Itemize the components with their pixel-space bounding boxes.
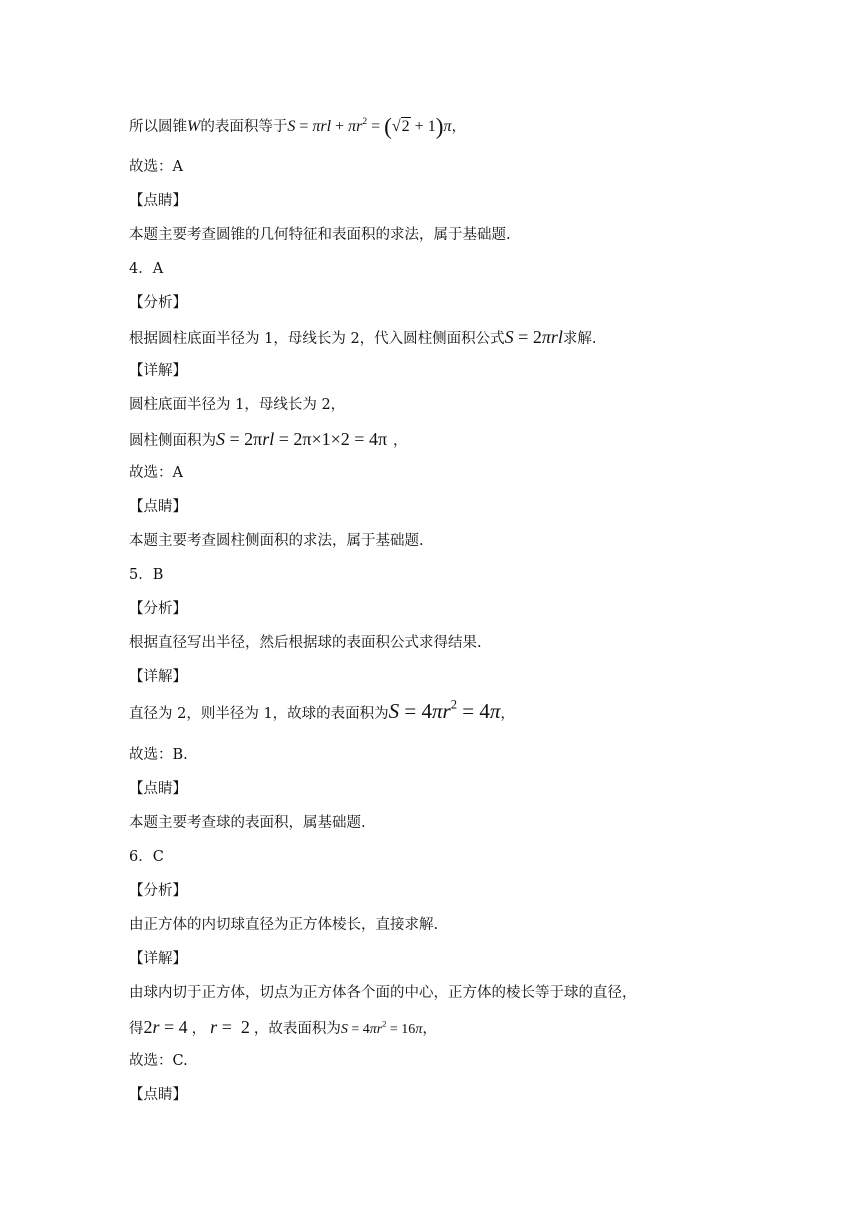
- text: 直径为 2，则半径为 1，故球的表面积为: [129, 706, 389, 722]
- text: ，: [451, 119, 466, 136]
- text: ，: [191, 1021, 207, 1037]
- text: ，: [422, 1021, 437, 1037]
- text-line: 故选：C.: [129, 1053, 188, 1069]
- section-heading: 【分析】: [129, 601, 187, 617]
- section-heading: 【分析】: [129, 295, 187, 311]
- text-line: [129, 697, 515, 725]
- text: 求解.: [562, 331, 597, 347]
- formula: 2r = 4: [143, 1017, 188, 1037]
- formula: S = 2πrl = 2π×1×2 = 4π: [216, 429, 388, 449]
- text-line: 故选：B.: [129, 747, 188, 763]
- text: 圆柱侧面积为: [129, 433, 216, 449]
- text: 所以圆锥: [129, 119, 187, 136]
- section-heading: 【点睛】: [129, 781, 187, 797]
- text: ，: [500, 706, 515, 722]
- question-answer: 4．A: [129, 261, 164, 277]
- formula: r = 2: [210, 1017, 250, 1037]
- text: ，故表面积为: [253, 1021, 341, 1037]
- math-var: W: [187, 118, 201, 136]
- section-heading: 【点睛】: [129, 1087, 187, 1103]
- text: 根据圆柱底面半径为 1，母线长为 2，代入圆柱侧面积公式: [129, 331, 505, 347]
- formula: S = 2πrl: [504, 327, 563, 347]
- text-line: [129, 1016, 437, 1041]
- text-line: 根据直径写出半径，然后根据球的表面积公式求得结果.: [129, 635, 482, 651]
- section-heading: 【点睛】: [129, 499, 187, 515]
- section-heading: 【详解】: [129, 669, 187, 685]
- section-heading: 【详解】: [129, 951, 187, 967]
- text-line: 本题主要考查圆锥的几何特征和表面积的求法，属于基础题.: [129, 227, 511, 243]
- text-line: [129, 428, 408, 452]
- text-line: [129, 116, 466, 138]
- section-heading: 【分析】: [129, 883, 187, 899]
- text: ，: [393, 433, 408, 449]
- text-line: 故选：A: [129, 465, 183, 481]
- text-line: 圆柱底面半径为 1，母线长为 2，: [129, 397, 346, 413]
- formula: $S = \pi rl + \pi r^2 = (√2 + 1)\pi$: [287, 114, 452, 140]
- text-line: 由球内切于正方体，切点为正方体各个面的中心，正方体的棱长等于球的直径，: [129, 985, 637, 1001]
- question-answer: 6．C: [129, 849, 164, 865]
- question-answer: 5．B: [129, 567, 164, 583]
- section-heading: 【点睛】: [129, 193, 187, 209]
- formula: $S = 4\pi r^2 = 4\pi$: [388, 697, 501, 723]
- text: 的表面积等于: [200, 119, 288, 136]
- formula: $S = 4\pi r^2 = 16\pi$: [340, 1019, 423, 1037]
- text: 得: [129, 1021, 144, 1037]
- text-line: 故选：A: [129, 159, 183, 175]
- text-line: [129, 326, 596, 350]
- text-line: 本题主要考查圆柱侧面积的求法，属于基础题.: [129, 533, 424, 549]
- section-heading: 【详解】: [129, 363, 187, 379]
- text-line: 本题主要考查球的表面积，属基础题.: [129, 815, 366, 831]
- text-line: 由正方体的内切球直径为正方体棱长，直接求解.: [129, 917, 439, 933]
